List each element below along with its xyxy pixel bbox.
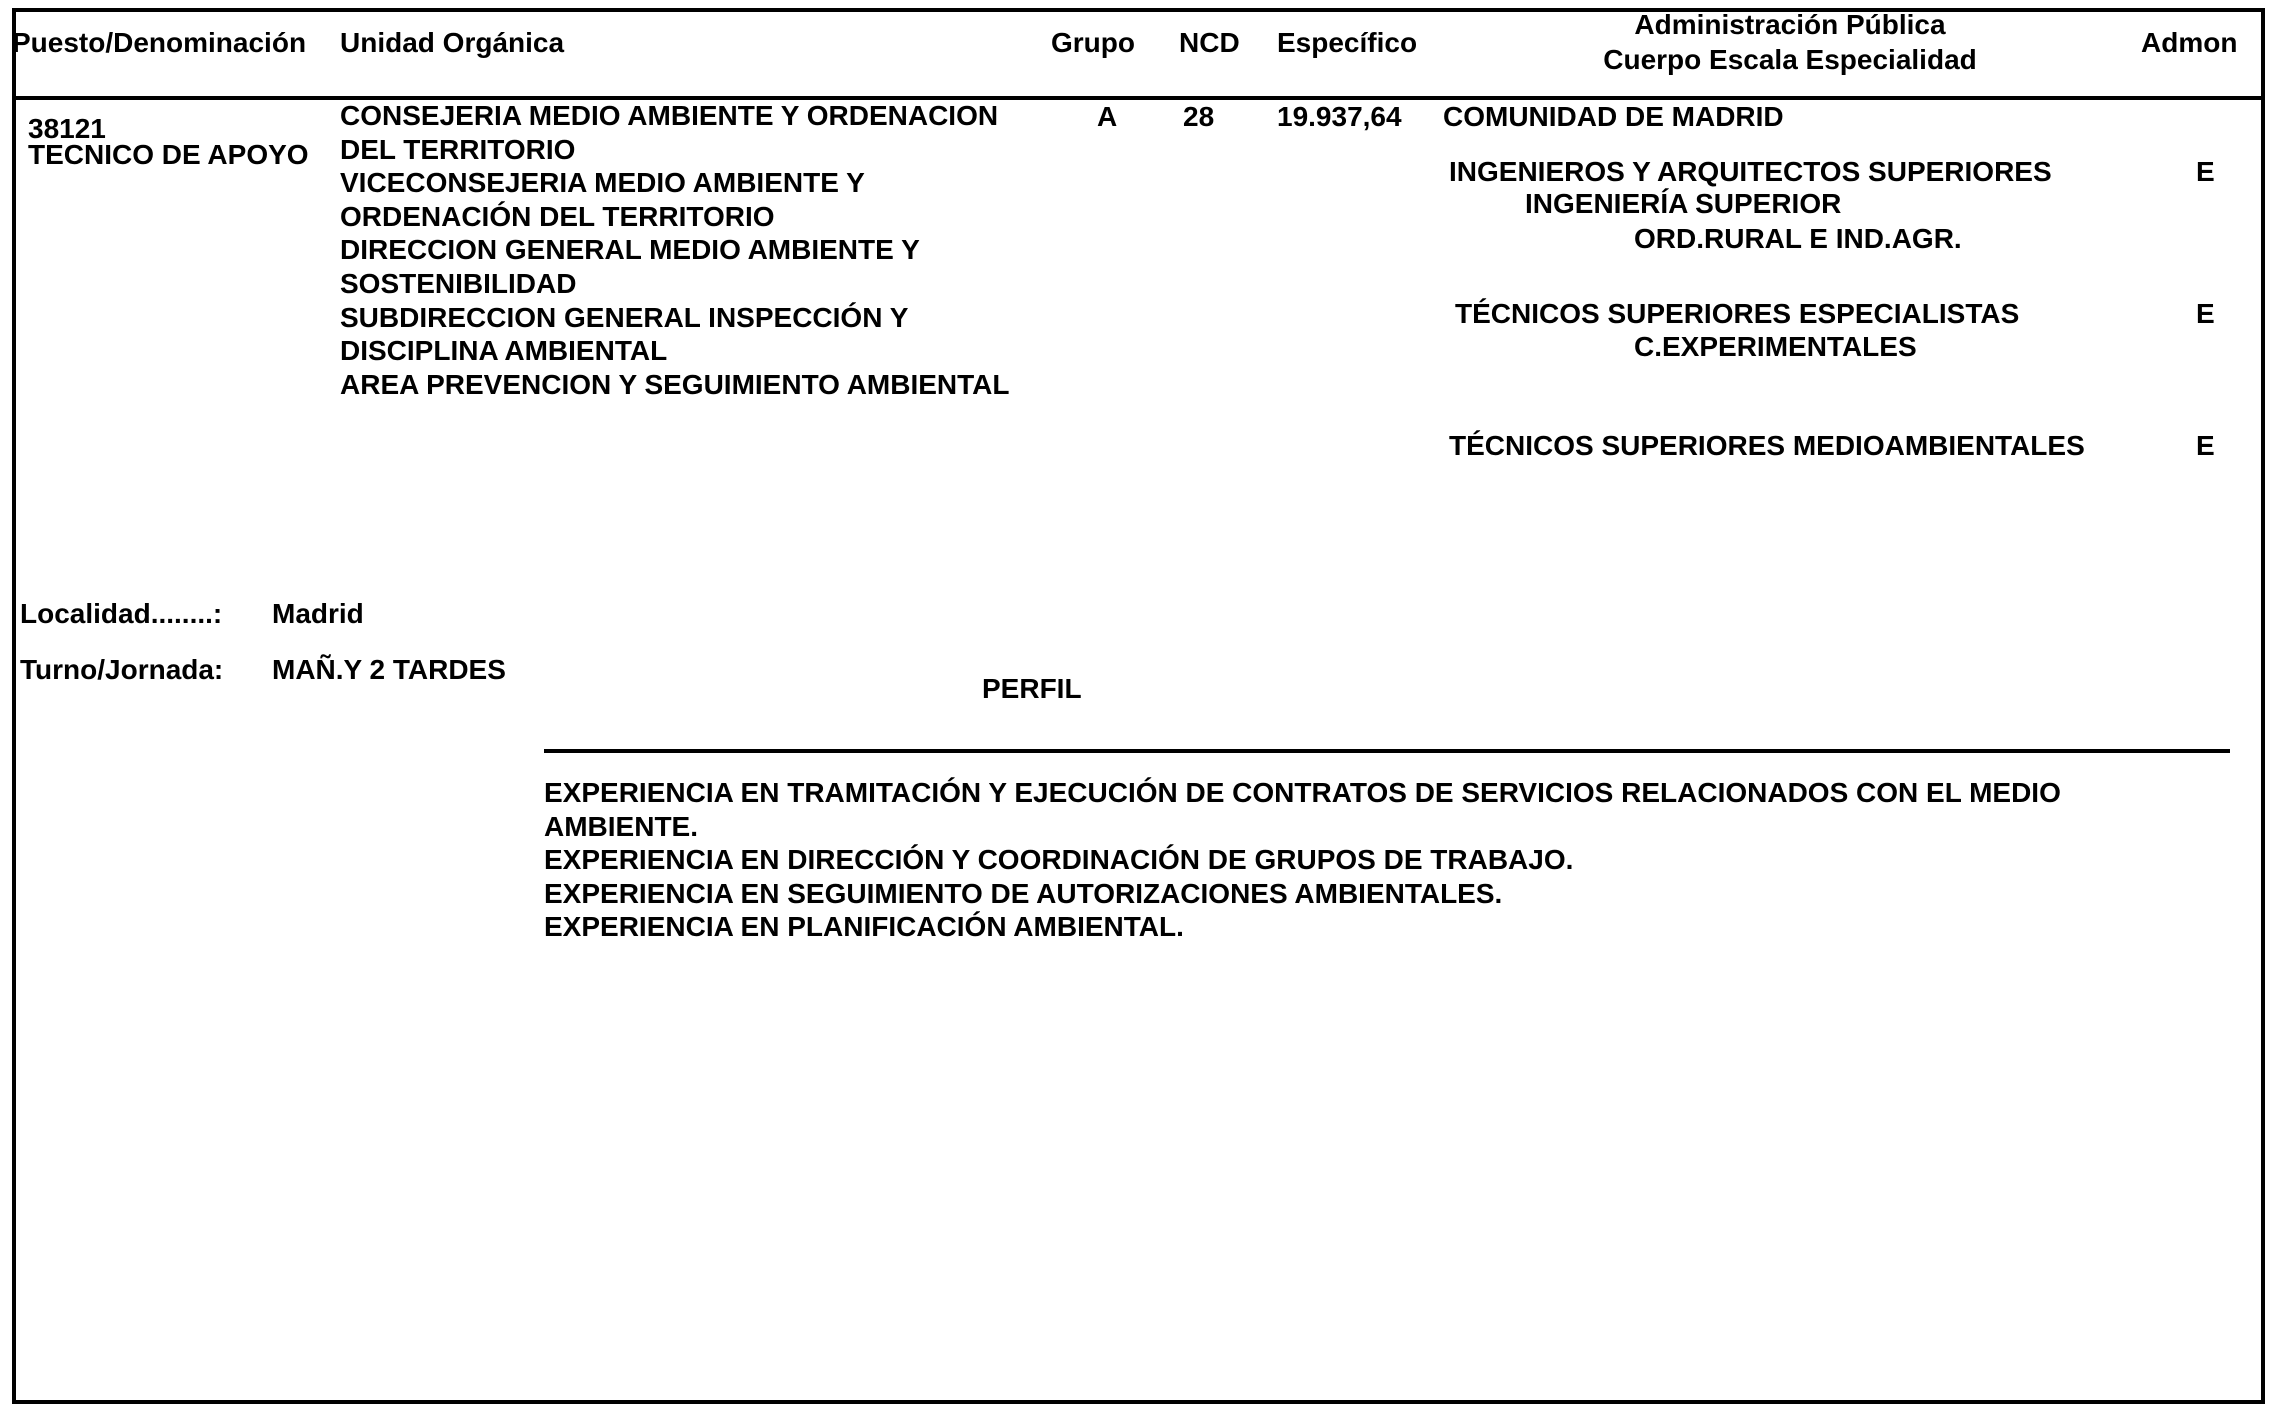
header-grupo: Grupo: [1051, 27, 1135, 58]
header-administracion-publica: Administración Pública: [1634, 9, 1946, 40]
unidad-organica-line: CONSEJERIA MEDIO AMBIENTE Y ORDENACION: [340, 100, 999, 131]
perfil-divider: [544, 749, 2230, 753]
header-puesto: Puesto/Denominación: [12, 27, 307, 58]
perfil-line: EXPERIENCIA EN DIRECCIÓN Y COORDINACIÓN DE GRUPOS DE TRABAJO.: [544, 844, 1574, 876]
unidad-organica-line: DISCIPLINA AMBIENTAL: [340, 335, 668, 367]
unidad-organica-line: DEL TERRITORIO: [340, 133, 576, 165]
unidad-organica-line: SUBDIRECCION GENERAL INSPECCIÓN Y: [340, 301, 909, 333]
administracion-value: COMUNIDAD DE MADRID: [1443, 101, 1784, 132]
grupo-value: A: [1097, 101, 1118, 132]
ncd-value: 28: [1183, 101, 1215, 132]
cuerpo-3: TÉCNICOS SUPERIORES MEDIOAMBIENTALES: [1449, 430, 2085, 461]
turno-value: MAÑ.Y 2 TARDES: [272, 654, 506, 685]
perfil-title: PERFIL: [982, 673, 1082, 704]
escala-2: C.EXPERIMENTALES: [1634, 331, 1917, 362]
puesto-codigo: 38121: [28, 113, 106, 144]
puesto-denominacion: TECNICO DE APOYO: [28, 139, 309, 170]
header-admon: Admon: [2141, 27, 2238, 58]
admon-3: E: [2196, 430, 2215, 461]
perfil-line: EXPERIENCIA EN PLANIFICACIÓN AMBIENTAL.: [544, 911, 1184, 943]
unidad-organica-line: ORDENACIÓN DEL TERRITORIO: [340, 200, 775, 232]
perfil-line: AMBIENTE.: [544, 810, 698, 842]
perfil-block: [544, 776, 2061, 944]
unidad-organica-line: DIRECCION GENERAL MEDIO AMBIENTE Y: [340, 234, 920, 266]
admon-2: E: [2196, 298, 2215, 329]
perfil-line: EXPERIENCIA EN TRAMITACIÓN Y EJECUCIÓN DE CONTRATOS DE SERVICIOS RELACIONADOS CON EL MEDIO: [544, 777, 2061, 808]
header-ncd: NCD: [1179, 27, 1240, 58]
cuerpo-2: TÉCNICOS SUPERIORES ESPECIALISTAS: [1455, 298, 2020, 329]
header-unidad-organica: Unidad Orgánica: [340, 27, 565, 58]
localidad-value: Madrid: [272, 598, 364, 629]
header-cuerpo-escala-especialidad: Cuerpo Escala Especialidad: [1603, 44, 1977, 75]
perfil-line: EXPERIENCIA EN SEGUIMIENTO DE AUTORIZACIONES AMBIENTALES.: [544, 877, 1503, 909]
turno-label: Turno/Jornada:: [20, 654, 224, 685]
localidad-label: Localidad........:: [20, 598, 223, 629]
unidad-organica-line: AREA PREVENCION Y SEGUIMIENTO AMBIENTAL: [340, 368, 1010, 400]
cuerpo-1: INGENIEROS Y ARQUITECTOS SUPERIORES: [1449, 156, 2052, 187]
header-especifico: Específico: [1277, 27, 1418, 58]
especialidad-1: ORD.RURAL E IND.AGR.: [1634, 223, 1962, 254]
unidad-organica-block: [340, 99, 1009, 401]
admon-1: E: [2196, 156, 2215, 187]
unidad-organica-line: SOSTENIBILIDAD: [340, 267, 577, 299]
especifico-value: 19.937,64: [1277, 101, 1402, 132]
unidad-organica-line: VICECONSEJERIA MEDIO AMBIENTE Y: [340, 167, 865, 199]
escala-1: INGENIERÍA SUPERIOR: [1525, 188, 1842, 219]
